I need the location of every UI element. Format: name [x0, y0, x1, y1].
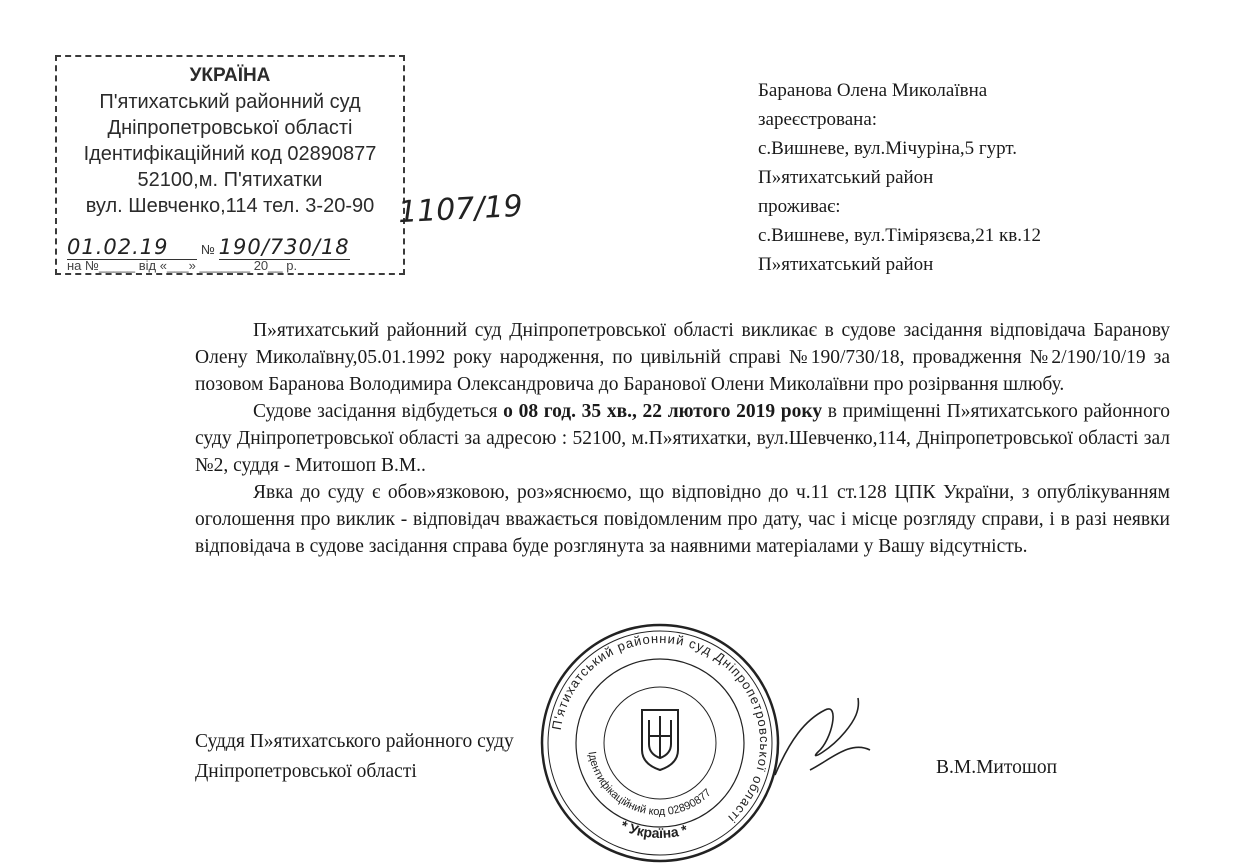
seal-country-text: * Україна *	[618, 817, 690, 842]
handwritten-incoming-number: 1107/19	[397, 188, 524, 231]
stamp-court-name: П'ятихатський районний суд	[99, 91, 361, 113]
summons-paragraph-1: П»ятихатський районний суд Дніпропетровської області викликає в судове засідання відповідача Баранову Олену Миколаївну,05.01.1992 року народження, по цивільній справі №190/730/18, провадження №2/190/10/19 за позовом Баранова Володимира Олександровича до Баранової Олени Миколаївни про розірвання шлюбу.	[195, 320, 1170, 395]
stamp-region: Дніпропетровської області	[107, 117, 353, 139]
addressee-registered-address: с.Вишневе, вул.Мічуріна,5 гурт.	[758, 138, 1018, 159]
stamp-reg-date: 01.02.19	[67, 235, 169, 259]
svg-text:Ідентифікаційний код 02890877	[586, 751, 714, 818]
summons-body	[195, 317, 1170, 560]
stamp-id-code: Ідентифікаційний код 02890877	[83, 143, 377, 165]
svg-text:* Україна *	[618, 817, 689, 841]
stamp-address-phone: вул. Шевченко,114 тел. 3-20-90	[85, 195, 375, 217]
stamp-reg-number: 190/730/18	[218, 235, 350, 259]
trident-icon	[642, 710, 678, 770]
seal-inner-text: Ідентифікаційний код 02890877	[585, 750, 714, 819]
summons-paragraph-3: Явка до суду є обов»язковою, роз»яснюємо, що відповідно до ч.11 ст.128 ЦПК України, з опублікуванням оголошення про виклик - відповідач вважається повідомленим про дату, час і місце розгляду справи, і в разі неявки відповідача в судове засідання справа буде розглянута за наявними матеріалами у Вашу відсутність.	[195, 482, 1170, 557]
stamp-reference-line: на №_____ від «___» _______ 20__ р.	[67, 258, 298, 273]
hearing-intro: Судове засідання відбудеться	[253, 401, 504, 422]
stamp-registration-line	[67, 235, 397, 260]
hearing-location: в приміщенні П»ятихатського районного суду Дніпропетровської області за адресою : 52100, м.П»ятихатки, вул.Шевченко,114, Дніпропетровської області зал №2, суддя - Митошоп В.М..	[195, 401, 1170, 476]
hearing-datetime: о 08 год. 35 хв., 22 лютого 2019 року	[503, 401, 823, 422]
court-seal	[535, 618, 785, 868]
summons-paragraph-2	[195, 398, 1170, 479]
addressee-residence-address: с.Вишневе, вул.Тімірязєва,21 кв.12	[758, 225, 1041, 246]
addressee-residence-district: П»ятихатський район	[758, 254, 934, 275]
addressee-block	[758, 76, 1198, 279]
registration-stamp	[55, 55, 405, 275]
addressee-registered-label: зареєстрована:	[758, 109, 878, 130]
judge-title-block	[195, 727, 514, 787]
judge-name: В.М.Митошоп	[936, 757, 1058, 778]
stamp-reg-number-label: №	[201, 242, 215, 257]
judge-signature	[770, 680, 880, 790]
stamp-country: УКРАЇНА	[189, 65, 271, 86]
judge-title-line1: Суддя П»ятихатського районного суду	[195, 731, 514, 752]
addressee-name: Баранова Олена Миколаївна	[758, 80, 988, 101]
addressee-residence-label: проживає:	[758, 196, 841, 217]
addressee-registered-district: П»ятихатський район	[758, 167, 934, 188]
judge-title-line2: Дніпропетровської області	[195, 761, 417, 782]
seal-ring-text: П'ятихатський районний суд Дніпропетровської області	[548, 630, 773, 827]
stamp-postal-city: 52100,м. П'ятихатки	[137, 169, 323, 191]
